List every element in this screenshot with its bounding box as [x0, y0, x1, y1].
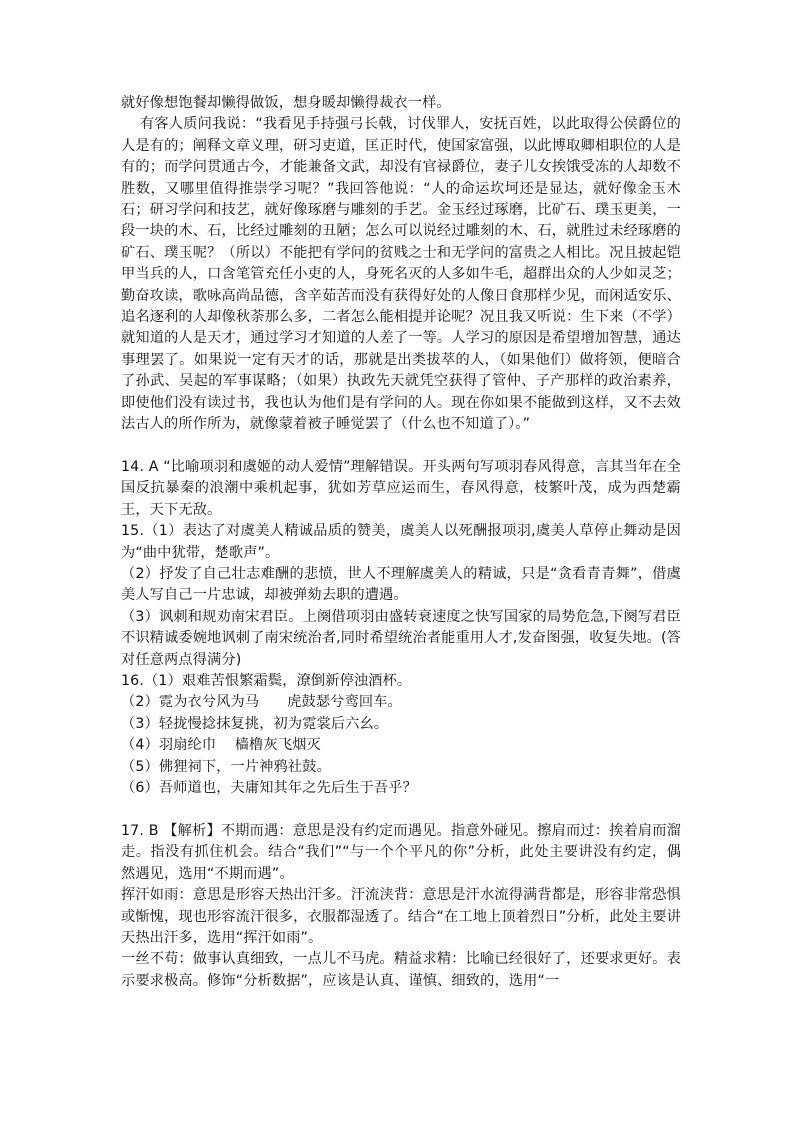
blank-line: [121, 800, 681, 822]
answer-16-2: （2）霓为衣兮风为马 虎鼓瑟兮鸾回车。: [121, 694, 402, 711]
answer-16-4: （4）羽扇纶巾 樯橹灰飞烟灭: [121, 737, 321, 754]
translation-paragraph: 有客人质问我说：“我看见手持强弓长戟，讨伐罪人，安抚百姓，以此取得公侯爵位的人是有的；阐释文章义理，研习吏道，匡正时代，使国家富强，以此博取卿相职位的人是有的；而学问贯通古今，才能兼备文武，却没有官禄爵位，妻子儿女挨饿受冻的人却数不胜数，又哪里值得推崇学习呢？”我回答他说：“人的命运坎坷还是显达，就好像金玉木石；研习学问和技艺，就好像琢磨与雕刻的手艺。金玉经过琢磨，比矿石、璞玉更美，一段一块的木、石，比经过雕刻的丑陋；怎么可以说经过雕刻的木、石，就胜过未经琢磨的矿石、璞玉呢？（所以）不能把有学问的贫贱之士和无学问的富贵之人相比。况且披起铠甲当兵的人，口含笔管充任小吏的人，身死名灭的人多如牛毛，超群出众的人少如灵芝；勤奋攻读，歌咏高尚品德，含辛茹苦而没有获得好处的人像日食那样少见，而闲适安乐、追名逐利的人却像秋荼那么多，二者怎么能相提并论呢？况且我又听说：生下来（不学）就知道的人是天才，通过学习才知道的人差了一等。人学习的原因是希望增加智慧，通达事理罢了。如果说一定有天才的话，那就是出类拔萃的人，（如果他们）做将领，便暗合了孙武、吴起的军事谋略；（如果）执政先天就凭空获得了管仲、子产那样的政治素养，即使他们没有读过书，我也认为他们是有学问的人。现在你如果不能做到这样，又不去效法古人的所作所为，就像蒙着被子睡觉罢了（什么也不知道了）。”: [121, 116, 681, 433]
answer-14: 14. A “比喻项羽和虞姬的动人爱情”理解错误。开头两句写项羽春风得意，言其当年在全国反抗暴秦的浪潮中乘机起事，犹如芳草应运而生，春风得意，枝繁叶茂，成为西楚霸王，天下无敌。: [121, 459, 681, 518]
answer-16-1: 16.（1）艰难苦恨繁霜鬓，潦倒新停浊酒杯。: [121, 673, 412, 690]
answer-15-2: （2）抒发了自己壮志难酬的悲愤，世人不理解虞美人的精诚，只是“贪看青青舞”，借虞美人写自己一片忠诚，却被弹劾去职的遭遇。: [121, 566, 681, 604]
answer-17: 17. B 【解析】不期而遇：意思是没有约定而遇见。指意外碰见。擦肩而过：挨着肩而溜走。指没有抓住机会。结合“我们”“与一个个平凡的你”分析，此处主要讲没有约定，偶然遇见，选用“不期而遇”。: [121, 823, 681, 882]
answer-16-5: （5）佛狸祠下，一片神鸦社鼓。: [121, 758, 331, 775]
translation-line: 就好像想饱餐却懒得做饭，想身暖却懒得裁衣一样。: [121, 95, 451, 111]
answer-17-huihan: 挥汗如雨：意思是形容天热出汗多。汗流浃背：意思是汗水流得满背都是，形容非常恐惧或惭愧，现也形容流汗很多，衣服都湿透了。结合“在工地上顶着烈日”分析，此处主要讲天热出汗多，选用“挥汗如雨”。: [121, 887, 681, 947]
answer-15-1: 15.（1）表达了对虞美人精诚品质的赞美，虞美人以死酬报项羽,虞美人草停止舞动是因为“曲中犹带，楚歌声”。: [121, 523, 681, 561]
answer-15-3: （3）讽刺和规劝南宋君臣。上阕借项羽由盛转衰速度之快写国家的局势危急,下阕写君臣不识精诚委婉地讽刺了南宋统治者,同时希望统治者能重用人才,发奋图强，收复失地。(答对任意两点得满分): [121, 608, 681, 668]
answer-16-6: （6）吾师道也，夫庸知其年之先后生于吾乎？: [121, 780, 417, 797]
answer-17-yisi: 一丝不苟：做事认真细致，一点儿不马虎。精益求精：比喻已经很好了，还要求更好。表示要求极高。修饰“分析数据”，应该是认真、谨慎、细致的，选用“一: [121, 951, 681, 989]
answer-16-3: （3）轻拢慢捻抹复挑，初为霓裳后六幺。: [121, 715, 389, 732]
document-page: [121, 93, 681, 992]
blank-line: [121, 436, 681, 458]
